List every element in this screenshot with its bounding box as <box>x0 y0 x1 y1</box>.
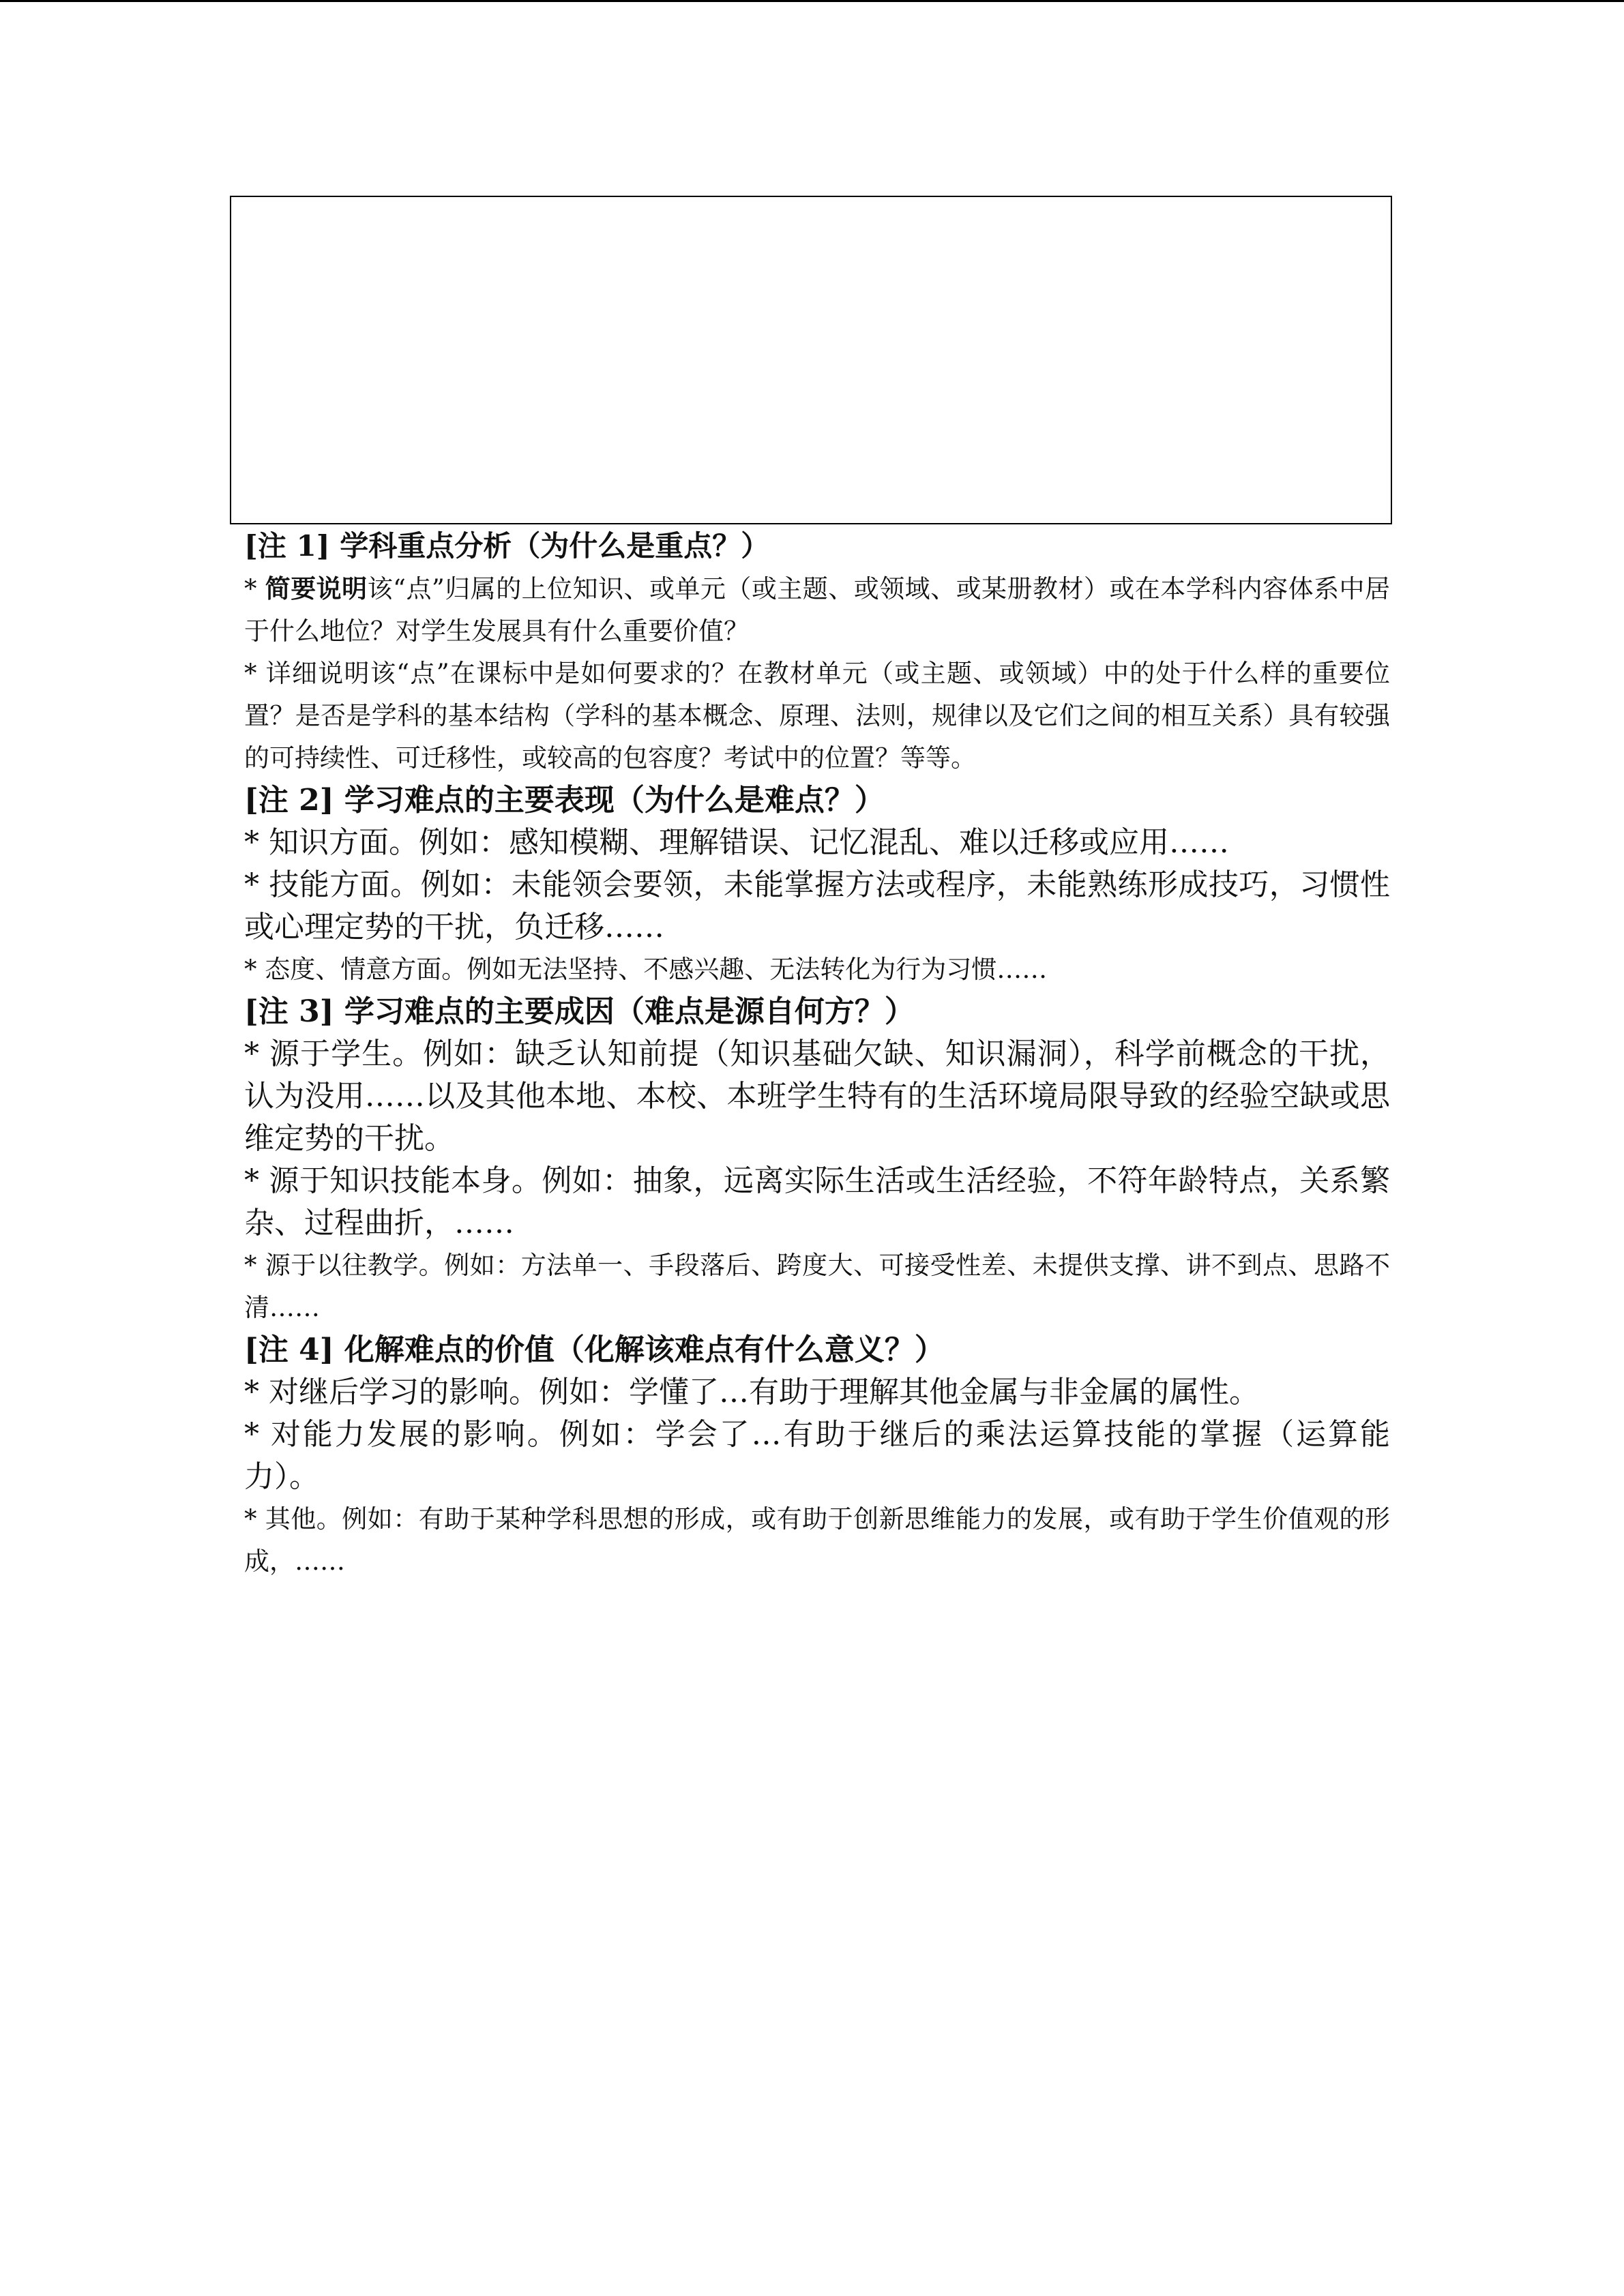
page-top-border <box>0 0 1624 2</box>
note4-paragraph3: * 其他。例如：有助于某种学科思想的形成，或有助于创新思维能力的发展，或有助于学生价值观的形成，…… <box>244 1504 1390 1576</box>
empty-answer-box[interactable] <box>230 196 1392 524</box>
note4-paragraph1: * 对继后学习的影响。例如：学懂了…有助于理解其他金属与非金属的属性。 <box>244 1375 1259 1410</box>
note2-heading: [注 2] 学习难点的主要表现（为什么是难点？） <box>244 783 885 818</box>
note3-paragraph2: * 源于知识技能本身。例如：抽象，远离实际生活或生活经验，不符年龄特点，关系繁杂、过程曲折，…… <box>244 1163 1390 1240</box>
note1-bold-lead: 简要说明 <box>265 573 368 603</box>
note3-paragraph3: * 源于以往教学。例如：方法单一、手段落后、跨度大、可接受性差、未提供支撑、讲不到点、思路不清…… <box>244 1251 1390 1322</box>
note1-paragraph1 <box>244 567 1390 653</box>
note1-paragraph2: * 详细说明该“点”在课标中是如何要求的？在教材单元（或主题、或领域）中的处于什么样的重要位置？是否是学科的基本结构（学科的基本概念、原理、法则，规律以及它们之间的相互关系）具有较强的可持续性、可迁移性，或较高的包容度？考试中的位置？等等。 <box>244 659 1390 773</box>
note2-paragraph2: * 技能方面。例如：未能领会要领，未能掌握方法或程序，未能熟练形成技巧，习惯性或心理定势的干扰，负迁移…… <box>244 867 1390 944</box>
notes-section <box>244 525 1390 1583</box>
note4-heading: [注 4] 化解难点的价值（化解该难点有什么意义？） <box>244 1332 945 1367</box>
note2-paragraph3: * 态度、情意方面。例如无法坚持、不感兴趣、无法转化为行为习惯…… <box>244 955 1048 984</box>
note1-paragraph1-text: 该“点”归属的上位知识、或单元（或主题、或领域、或某册教材）或在本学科内容体系中居于什么地位？对学生发展具有什么重要价值？ <box>244 574 1390 646</box>
note4-paragraph2: * 对能力发展的影响。例如：学会了…有助于继后的乘法运算技能的掌握（运算能力）。 <box>244 1417 1390 1494</box>
note3-heading: [注 3] 学习难点的主要成因（难点是源自何方？） <box>244 994 915 1029</box>
note3-paragraph1: * 源于学生。例如：缺乏认知前提（知识基础欠缺、知识漏洞），科学前概念的干扰，认为没用……以及其他本地、本校、本班学生特有的生活环境局限导致的经验空缺或思维定势的干扰。 <box>244 1037 1390 1156</box>
note1-bullet: * <box>244 574 265 603</box>
note1-heading: [注 1] 学科重点分析（为什么是重点？） <box>244 529 770 563</box>
note2-paragraph1: * 知识方面。例如：感知模糊、理解错误、记忆混乱、难以迁移或应用…… <box>244 825 1229 860</box>
